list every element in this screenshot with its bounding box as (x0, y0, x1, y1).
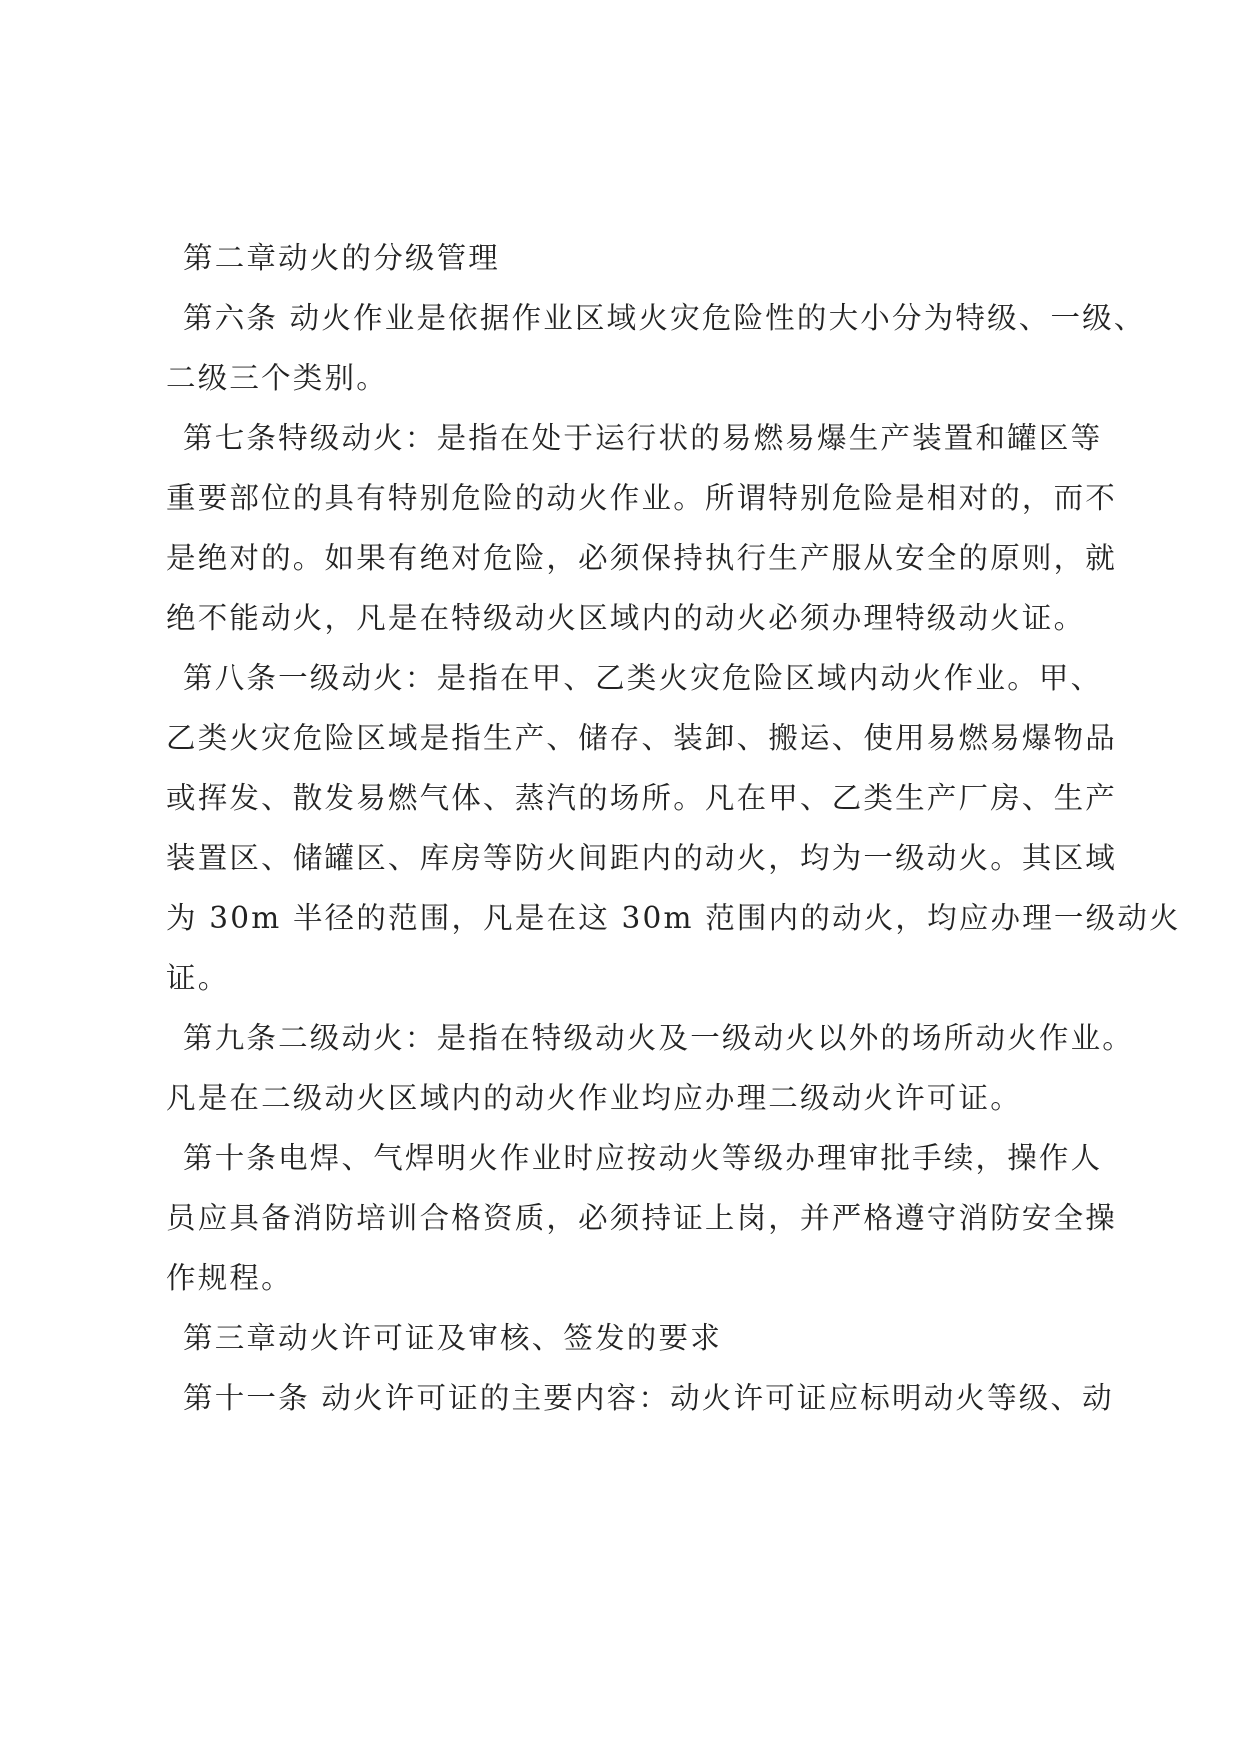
article-11-line-1: 第十一条 动火许可证的主要内容：动火许可证应标明动火等级、动 (183, 1381, 1114, 1415)
article-10-line-3: 作规程。 (166, 1261, 293, 1295)
article-7-line-3: 是绝对的。如果有绝对危险，必须保持执行生产服从安全的原则，就 (166, 541, 1118, 575)
article-6-line-1: 第六条 动火作业是依据作业区域火灾危险性的大小分为特级、一级、 (183, 301, 1146, 335)
article-9-line-2: 凡是在二级动火区域内的动火作业均应办理二级动火许可证。 (166, 1081, 1022, 1115)
document-body (166, 228, 1181, 1428)
article-8-line-1: 第八条一级动火：是指在甲、乙类火灾危险区域内动火作业。甲、 (183, 661, 1103, 695)
article-8-line-6: 证。 (166, 961, 230, 995)
article-10-line-1: 第十条电焊、气焊明火作业时应按动火等级办理审批手续，操作人 (183, 1141, 1103, 1175)
article-9-line-1: 第九条二级动火：是指在特级动火及一级动火以外的场所动火作业。 (183, 1021, 1135, 1055)
article-10-line-2: 员应具备消防培训合格资质，必须持证上岗，并严格遵守消防安全操 (166, 1201, 1118, 1235)
article-8-line-3: 或挥发、散发易燃气体、蒸汽的场所。凡在甲、乙类生产厂房、生产 (166, 781, 1118, 815)
chapter-heading-2: 第二章动火的分级管理 (183, 241, 501, 275)
article-6-line-2: 二级三个类别。 (166, 361, 388, 395)
article-8-line-5: 为 30m 半径的范围，凡是在这 30m 范围内的动火，均应办理一级动火 (166, 901, 1181, 935)
article-7-line-4: 绝不能动火，凡是在特级动火区域内的动火必须办理特级动火证。 (166, 601, 1086, 635)
article-8-line-4: 装置区、储罐区、库房等防火间距内的动火，均为一级动火。其区域 (166, 841, 1118, 875)
article-7-line-2: 重要部位的具有特别危险的动火作业。所谓特别危险是相对的，而不 (166, 481, 1118, 515)
article-8-line-2: 乙类火灾危险区域是指生产、储存、装卸、搬运、使用易燃易爆物品 (166, 721, 1118, 755)
chapter-heading-3: 第三章动火许可证及审核、签发的要求 (183, 1321, 722, 1355)
article-7-line-1: 第七条特级动火：是指在处于运行状的易燃易爆生产装置和罐区等 (183, 421, 1103, 455)
